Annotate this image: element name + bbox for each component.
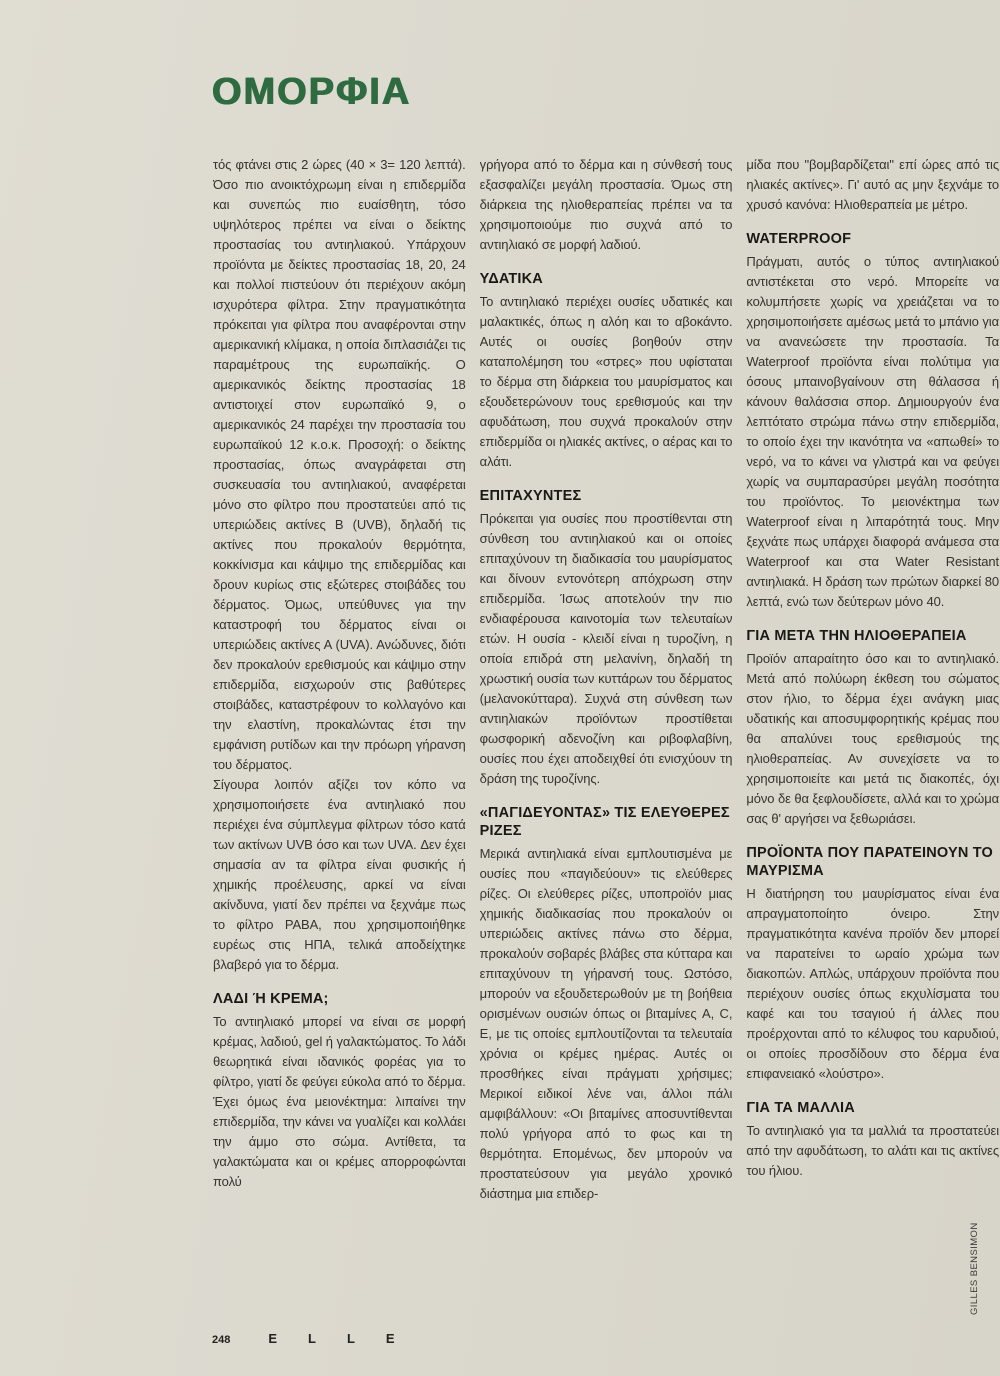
subheading: WATERPROOF bbox=[746, 231, 852, 247]
photo-credit: GILLES BENSIMON bbox=[969, 1222, 980, 1315]
subheading: ΓΙΑ ΜΕΤΑ ΤΗΝ ΗΛΙΟΘΕΡΑΠΕΙΑ bbox=[746, 628, 967, 644]
paragraph: Σίγουρα λοιπόν αξίζει τον κόπο να χρησιμοποιήσετε ένα αντιηλιακό που περιέχει ένα σύμπλεγμα φίλτρων τόσο κατά των ακτίνων UVB όσο και των UVA. Δεν έχει σημασία αν τα φίλτρα είναι φυσικής ή χημικής προέλευσης, αρκεί να είναι ακίνδυνα, γιατί δεν πρέπει να ξεχνάμε πως το φίλτρο PABA, που χρησιμοποιήθηκε ευρέως στις ΗΠΑ, τελικά αποδείχτηκε βλαβερό για το δέρμα. bbox=[213, 777, 466, 972]
paragraph: μίδα που "βομβαρδίζεται" επί ώρες από τις ηλιακές ακτίνες». Γι' αυτό ας μην ξεχνάμε το χρυσό κανόνα: Ηλιοθεραπεία με μέτρο. bbox=[746, 157, 999, 212]
paragraph: Η διατήρηση του μαυρίσματος είναι ένα απραγματοποίητο όνειρο. Στην πραγματικότητα κανένα προϊόν δεν μπορεί να παρατείνει το ωραίο χρώμα των διακοπών. Απλώς, υπάρχουν προϊόντα που περιέχουν ουσίες όπως εκχυλίσματα του καφέ και του τσαγιού ή άλλες που προέρχονται από το κέλυφος του καρυδιού, οι οποίες προσδίδουν στο δέρμα ένα επιφανειακό «λούστρο». bbox=[746, 886, 999, 1081]
article-column-3 bbox=[746, 155, 999, 1315]
paragraph: γρήγορα από το δέρμα και η σύνθεσή τους εξασφαλίζει μεγάλη προστασία. Όμως στη διάρκεια της ηλιοθεραπείας πρέπει να τα χρησιμοποιούμε πιο συχνά από το αντιηλιακό σε μορφή λαδιού. bbox=[479, 157, 733, 252]
article-column-1 bbox=[213, 155, 466, 1315]
section-title: ΟΜΟΡΦΙΑ bbox=[212, 71, 412, 113]
subheading: ΛΑΔΙ Ή ΚΡΕΜΑ; bbox=[213, 991, 329, 1007]
magazine-logo: ELLE bbox=[268, 1331, 426, 1346]
page-number: 248 bbox=[212, 1334, 231, 1346]
subheading: ΕΠΙΤΑΧΥΝΤΕΣ bbox=[479, 488, 582, 504]
article-columns bbox=[213, 155, 999, 1315]
paragraph: Πράγματι, αυτός ο τύπος αντιηλιακού αντιστέκεται στο νερό. Μπορείτε να κολυμπήσετε χωρίς να χρειάζεται να το χρησιμοποιήσετε αμέσως μετά το μπάνιο για να ανανεώσετε την προστασία. Τα Waterproof προϊόντα είναι πολύτιμα για όσους μπαινοβγαίνουν στη θάλασσα ή κάνουν θαλάσσια σπορ. Δημιουργούν ένα λεπτότατο στρώμα πάνω στην επιδερμίδα, το οποίο έχει την ικανότητα να «απωθεί» το νερό, να το κάνει να γλιστρά και να φεύγει χωρίς να συμπαρασύρει μεγάλη ποσότητα του προϊόντος. Το μειονέκτημα των Waterproof είναι η λιπαρότητά τους. Μην ξεχνάτε πως υπάρχει διαφορά ανάμεσα στα Waterproof και στα Water Resistant αντιηλιακά. Η δράση των πρώτων διαρκεί 80 λεπτά, ενώ των δεύτερων μόνο 40. bbox=[746, 254, 999, 609]
subheading: ΓΙΑ ΤΑ ΜΑΛΛΙΑ bbox=[746, 1100, 855, 1116]
subheading: ΥΔΑΤΙΚΑ bbox=[479, 271, 543, 287]
subheading: «ΠΑΓΙΔΕΥΟΝΤΑΣ» ΤΙΣ ΕΛΕΥΘΕΡΕΣ ΡΙΖΕΣ bbox=[479, 805, 730, 839]
paragraph: Το αντιηλιακό για τα μαλλιά τα προστατεύει από την αφυδάτωση, το αλάτι και τις ακτίνες του ήλιου. bbox=[746, 1123, 999, 1178]
paragraph: Μερικά αντιηλιακά είναι εμπλουτισμένα με ουσίες που «παγιδεύουν» τις ελεύθερες ρίζες. Οι ελεύθερες ρίζες, υποπροϊόν μιας χημικής διαδικασίας που προκαλούν οι υπεριώδεις ακτίνες πάνω στο δέρμα, προκαλούν σοβαρές βλάβες στα κύτταρα και επιταχύνουν τη γήρανσή τους. Ωστόσο, μπορούν να εξουδετερωθούν με τη βοήθεια ορισμένων ουσιών όπως οι βιταμίνες A, C, E, με τις οποίες εμπλουτίζονται τα τελευταία χρόνια οι κρέμες ημέρας. Αυτές οι προσθήκες είναι πράγματι χρήσιμες; Μερικοί ειδικοί λένε ναι, άλλοι πάλι αμφιβάλλουν: «Οι βιταμίνες αποσυντίθενται πολύ γρήγορα από το φως και τη θερμότητα. Επομένως, δεν μπορούν να προστατεύσουν για μεγάλο χρονικό διάστημα μια επιδερ- bbox=[479, 846, 733, 1201]
paragraph: Το αντιηλιακό περιέχει ουσίες υδατικές και μαλακτικές, όπως η αλόη και το αβοκάντο. Αυτές οι ουσίες βοηθούν στην καταπολέμηση του «στρες» που υφίσταται το δέρμα στη διάρκεια του μαυρίσματος και εξουδετερώνουν τους ερεθισμούς και την αφυδάτωση, που συχνά προκαλούν στην επιδερμίδα οι ηλιακές ακτίνες, ο αέρας και το αλάτι. bbox=[479, 294, 733, 469]
paragraph: Το αντιηλιακό μπορεί να είναι σε μορφή κρέμας, λαδιού, gel ή γαλακτώματος. Το λάδι θεωρητικά είναι ιδανικός φορέας για το φίλτρο, γιατί δε φεύγει εύκολα από το δέρμα. Έχει όμως ένα μειονέκτημα: λιπαίνει την επιδερμίδα, την κάνει να γυαλίζει και κολλάει την άμμο στο σώμα. Αντίθετα, τα γαλακτώματα και οι κρέμες απορροφώνται πολύ bbox=[213, 1014, 466, 1189]
subheading: ΠΡΟΪΟΝΤΑ ΠΟΥ ΠΑΡΑΤΕΙΝΟΥΝ ΤΟ ΜΑΥΡΙΣΜΑ bbox=[746, 845, 994, 879]
page-footer bbox=[212, 1331, 426, 1346]
paragraph: Πρόκειται για ουσίες που προστίθενται στη σύνθεση του αντιηλιακού και οι οποίες επιταχύνουν τη διαδικασία του μαυρίσματος και δίνουν εντονότερη απόχρωση στην επιδερμίδα. Ίσως αποτελούν την πιο ενδιαφέρουσα καινοτομία των τελευταίων ετών. Η ουσία - κλειδί είναι η τυροζίνη, η οποία επιδρά στη μελανίνη, δηλαδή τη χρωστική ουσία των κυττάρων του δέρματος (μελανοκύτταρα). Συχνά στη σύνθεση των αντιηλιακών προϊόντων προστίθεται φωσφορική αδενοζίνη και ριβοφλαβίνη, ουσίες που έχει αποδειχθεί ότι ενισχύουν τη δράση της τυροζίνης. bbox=[479, 511, 733, 786]
article-column-2 bbox=[480, 155, 733, 1315]
paragraph: τός φτάνει στις 2 ώρες (40 × 3= 120 λεπτά). Όσο πιο ανοικτόχρωμη είναι η επιδερμίδα και συνεπώς πιο ευαίσθητη, τόσο υψηλότερος πρέπει να είναι ο δείκτης προστασίας του αντιηλιακού. Υπάρχουν προϊόντα με δείκτες προστασίας 18, 20, 24 και πολλοί πιστεύουν ότι περιέχουν ακόμη ισχυρότερα φίλτρα. Στην πραγματικότητα πρόκειται για φίλτρα που αναφέρονται στην αμερικανική κλίμακα, η οποία διπλασιάζει τις παραμέτρους της ευρωπαϊκής. Ο αμερικανικός δείκτης προστασίας 18 αντιστοιχεί στον ευρωπαϊκό 9, ο αμερικανικός 24 παρέχει την προστασία του ευρωπαϊκού 12 κ.ο.κ. Προσοχή: ο δείκτης προστασίας, όπως αναγράφεται στη συσκευασία του αντιηλιακού, αναφέρεται μόνο στο φίλτρο που προστατεύει από τις υπεριώδεις ακτίνες Β (UVB), δηλαδή τις ακτίνες που προκαλούν θερμότητα, κοκκίνισμα και κάψιμο της επιδερμίδας και δρουν κυρίως στις εξώτερες στοιβάδες του δέρματος. Όμως, υπεύθυνες για την καταστροφή του δέρματος είναι οι υπεριώδεις ακτίνες Α (UVA). Ανώδυνες, διότι δεν προκαλούν ερεθισμούς και κάψιμο στην επιδερμίδα, εισχωρούν στις βαθύτερες στοιβάδες, καταστρέφουν το κολλαγόνο και την ελαστίνη, προκαλώντας έτσι την εμφάνιση ρυτίδων και την πρόωρη γήρανση του δέρματος. bbox=[213, 157, 466, 772]
paragraph: Προϊόν απαραίτητο όσο και το αντιηλιακό. Μετά από πολύωρη έκθεση του σώματος στον ήλιο, το δέρμα έχει ανάγκη μιας υδατικής και αποσυμφορητικής κρέμας που θα απαλύνει τους ερεθισμούς της ηλιοθεραπείας. Αν συνεχίσετε να το χρησιμοποιείτε και μετά τις διακοπές, όχι μόνο δε θα ξεφλουδίσετε, αλλά και το χρώμα σας θ' αργήσει να ξεθωριάσει. bbox=[746, 651, 999, 826]
